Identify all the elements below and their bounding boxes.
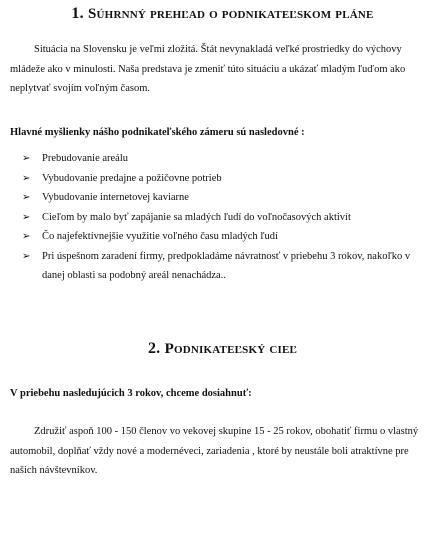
- list-item: [0, 208, 445, 228]
- section-2-heading: [0, 340, 445, 358]
- list-item-text: Prebudovanie areálu: [42, 153, 129, 164]
- list-item-text: Vybudovanie predajne a požičovne potrieb: [42, 172, 222, 184]
- section-1-intro-paragraph: Situácia na Slovensku je veľmi zložitá. Štát nevynakladá veľké prostriedky do výchovy mládeže ako v minulosti. Naša predstava je zmeniť túto situáciu a ukázať mladým ľuďom ako neplytvať svojím voľným časom.: [10, 44, 406, 94]
- arrow-bullet-icon: ➢: [22, 250, 31, 262]
- main-ideas-list: [0, 149, 445, 286]
- section-1-number: 1.: [71, 5, 84, 22]
- section-1-heading: [0, 5, 445, 23]
- arrow-bullet-icon: ➢: [22, 172, 31, 184]
- section-1-subheading: Hlavné myšlienky nášho podnikateľského zámeru sú nasledovné :: [10, 127, 305, 138]
- list-item-text: Pri úspešnom zaradení firmy, predpokladáme návratnosť v priebehu 3 rokov, nakoľko v danej oblasti sa podobný areál nenachádza..: [42, 250, 411, 281]
- list-item: [0, 169, 445, 189]
- list-item-text: Cieľom by malo byť zapájanie sa mladých ľudí do voľnočasových aktivít: [42, 211, 351, 223]
- section-2-title: Podnikateľský cieľ: [164, 341, 298, 357]
- list-item: [0, 247, 445, 286]
- list-item: [0, 188, 445, 208]
- list-item-text: Čo najefektívnejšie využitie voľného času mladých ľudí: [42, 231, 278, 242]
- list-item: [0, 149, 445, 169]
- section-2-subheading: V priebehu nasledujúcich 3 rokov, chceme dosiahnuť:: [10, 388, 252, 399]
- section-2-number: 2.: [147, 340, 161, 357]
- section-1-title: Súhrnný prehľad o podnikateľskom pláne: [88, 6, 374, 22]
- arrow-bullet-icon: ➢: [22, 192, 31, 203]
- list-item-text: Vybudovanie internetovej kaviarne: [42, 192, 189, 203]
- arrow-bullet-icon: ➢: [22, 153, 31, 164]
- list-item: [0, 227, 445, 247]
- section-2-paragraph: Združiť aspoň 100 - 150 členov vo vekovej skupine 15 - 25 rokov, obohatiť firmu o vlastný automobil, doplňať vždy nové a modernéveci, zariadenia , ktoré by neustále boli atraktívne pre našich návštevníkov.: [10, 426, 419, 476]
- arrow-bullet-icon: ➢: [22, 231, 31, 242]
- arrow-bullet-icon: ➢: [22, 211, 31, 223]
